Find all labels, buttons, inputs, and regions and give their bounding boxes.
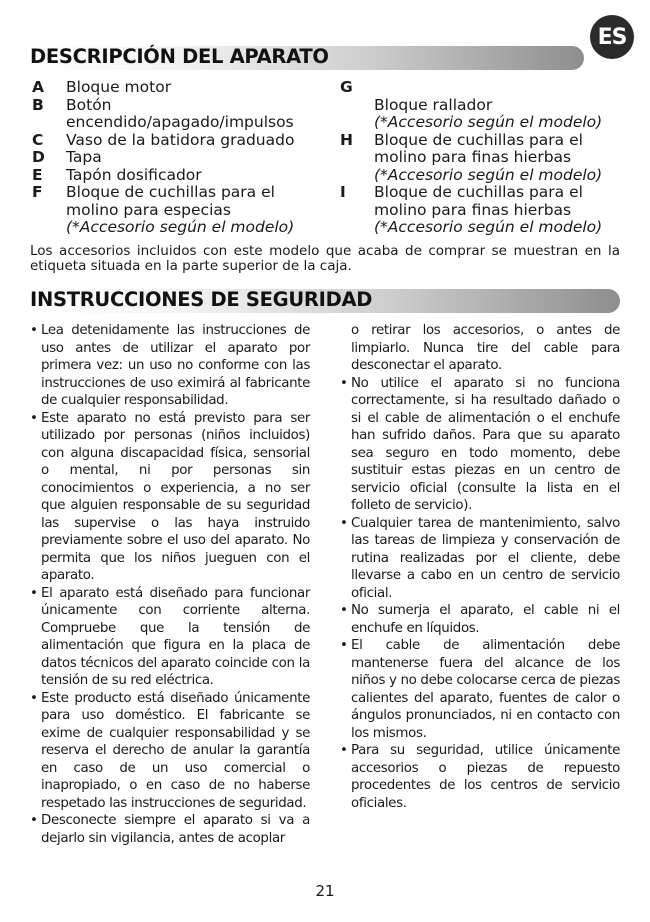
language-badge: ES — [590, 15, 634, 59]
safety-item — [340, 602, 620, 637]
bullet-icon: • — [340, 515, 348, 531]
parts-list-right — [340, 79, 630, 237]
safety-item-text: Lea detenidamente las instrucciones de uso antes de utilizar el aparato por primera vez: un uso no conforme con las instrucciones de uso eximirá al fabricante de cualquier responsabilidad. — [41, 323, 310, 408]
part-accessory-note: (*Accesorio según el modelo) — [374, 165, 603, 184]
part-description — [374, 184, 630, 237]
part-letter: H — [340, 130, 353, 149]
part-description-line: encendido/apagado/impulsos — [66, 113, 294, 131]
part-description — [66, 184, 322, 237]
safety-item-text: Este producto está diseñado únicamente para uso doméstico. El fabricante se exime de cualquier responsabilidad y se reserva el derecho de anular la garantía en caso de un uso comercial o inapropiado, o en caso de no haberse respetado las instrucciones de seguridad. — [41, 690, 310, 811]
part-description-line: Tapa — [66, 148, 102, 166]
safety-item — [30, 585, 310, 690]
bullet-icon: • — [340, 638, 348, 653]
part-description — [66, 79, 322, 97]
accessories-intro: Los accesorios incluidos con este modelo que acaba de comprar se muestran en la etiqueta situada en la parte superior de la caja. — [30, 243, 620, 274]
part-description-line: Bloque de cuchillas para el — [374, 130, 583, 149]
safety-item-text: No sumerja el aparato, el cable ni el enchufe en líquidos. — [351, 603, 620, 636]
safety-item — [30, 690, 310, 813]
safety-column-left — [30, 322, 310, 847]
part-letter: E — [32, 165, 43, 184]
bullet-icon: • — [340, 743, 348, 758]
part-description — [374, 79, 630, 132]
safety-item — [30, 410, 310, 585]
safety-item — [30, 322, 310, 410]
safety-item-text: Para su seguridad, utilice únicamente accesorios o piezas de repuesto procedentes de los centros de servicio oficiales. — [351, 743, 620, 811]
part-letter: A — [32, 78, 44, 96]
safety-item — [340, 375, 620, 515]
safety-item-text: El cable de alimentación debe mantenerse fuera del alcance de los niños y no debe colocarse cerca de piezas calientes del aparato, fuentes de calor o ángulos pronunciados, ni en contacto con los mismos. — [351, 638, 620, 741]
part-item-d — [32, 149, 322, 167]
safety-item — [30, 812, 310, 847]
safety-column-right — [340, 322, 620, 812]
bullet-icon: • — [30, 323, 38, 338]
part-letter: I — [340, 183, 346, 201]
part-letter: G — [340, 78, 353, 96]
bullet-icon: • — [30, 690, 38, 706]
part-item-c — [32, 132, 322, 150]
part-accessory-note: (*Accesorio según el modelo) — [66, 218, 295, 236]
part-accessory-note: (*Accesorio según el modelo) — [374, 218, 603, 236]
safety-item-text: Desconecte siempre el aparato si va a dejarlo sin vigilancia, antes de acoplar — [41, 813, 310, 846]
part-description-line: molino para especias — [66, 200, 231, 219]
part-letter: D — [32, 148, 45, 166]
part-letter: C — [32, 130, 44, 149]
part-description-line: Bloque motor — [66, 78, 172, 96]
bullet-icon: • — [30, 410, 38, 426]
safety-item-text: No utilice el aparato si no funciona correctamente, si ha resultado dañado o si el cable de alimentación o el enchufe han sufrido daños. Para que su aparato sea seguro en todo momento, debe sustituir estas piezas en un centro de servicio oficial (consulte la lista en el folleto de servicio). — [351, 375, 620, 513]
section-title-description: DESCRIPCIÓN DEL APARATO — [30, 45, 329, 68]
part-accessory-note: (*Accesorio según el modelo) — [374, 113, 603, 131]
part-description-line: Bloque de cuchillas para el — [374, 183, 583, 201]
section-title-safety: INSTRUCCIONES DE SEGURIDAD — [30, 288, 373, 311]
parts-list-left — [32, 79, 322, 237]
part-item-g — [340, 79, 630, 132]
part-description-line: molino para finas hierbas — [374, 200, 572, 219]
safety-item-text: Cualquier tarea de mantenimiento, salvo las tareas de limpieza y conservación de rutina realizadas por el cliente, debe llevarse a cabo en un centro de servicio oficial. — [351, 515, 620, 601]
part-description-line: Vaso de la batidora graduado — [66, 130, 295, 149]
bullet-icon: • — [30, 585, 38, 601]
part-item-a — [32, 79, 322, 97]
part-letter: B — [32, 95, 44, 114]
part-description — [374, 132, 630, 185]
part-item-b — [32, 97, 322, 132]
part-description-line: Bloque de cuchillas para el — [66, 183, 275, 201]
safety-item — [340, 637, 620, 742]
bullet-icon: • — [340, 375, 348, 391]
part-description — [66, 97, 322, 132]
part-item-h — [340, 132, 630, 185]
part-description-line: Bloque rallador — [374, 95, 493, 114]
part-description-line: molino para finas hierbas — [374, 148, 572, 166]
bullet-icon: • — [30, 813, 38, 828]
bullet-icon: • — [340, 603, 348, 618]
part-item-e — [32, 167, 322, 185]
part-description — [66, 132, 322, 150]
page-number: 21 — [315, 882, 335, 900]
part-description-line: Botón — [66, 95, 112, 114]
safety-item-text: El aparato está diseñado para funcionar únicamente con corriente alterna. Compruebe que la tensión de alimentación que figura en la placa de datos técnicos del aparato coincide con la tensión de su red eléctrica. — [41, 585, 310, 688]
part-item-i — [340, 184, 630, 237]
part-description — [66, 167, 322, 185]
part-letter: F — [32, 183, 43, 201]
part-description-line: Tapón dosificador — [66, 165, 202, 184]
safety-item — [340, 742, 620, 812]
part-description — [66, 149, 322, 167]
part-item-f — [32, 184, 322, 237]
safety-item — [340, 515, 620, 603]
safety-item-text: Este aparato no está previsto para ser utilizado por personas (niños incluidos) con alguna discapacidad física, sensorial o mental, ni por personas sin conocimientos o experiencia, a no ser que alguien responsable de su seguridad las supervise o las haya instruido previamente sobre el uso del aparato. No permita que los niños jueguen con el aparato. — [41, 410, 310, 583]
safety-item-continuation: o retirar los accesorios, o antes de limpiarlo. Nunca tire del cable para desconectar el aparato. — [351, 323, 620, 373]
